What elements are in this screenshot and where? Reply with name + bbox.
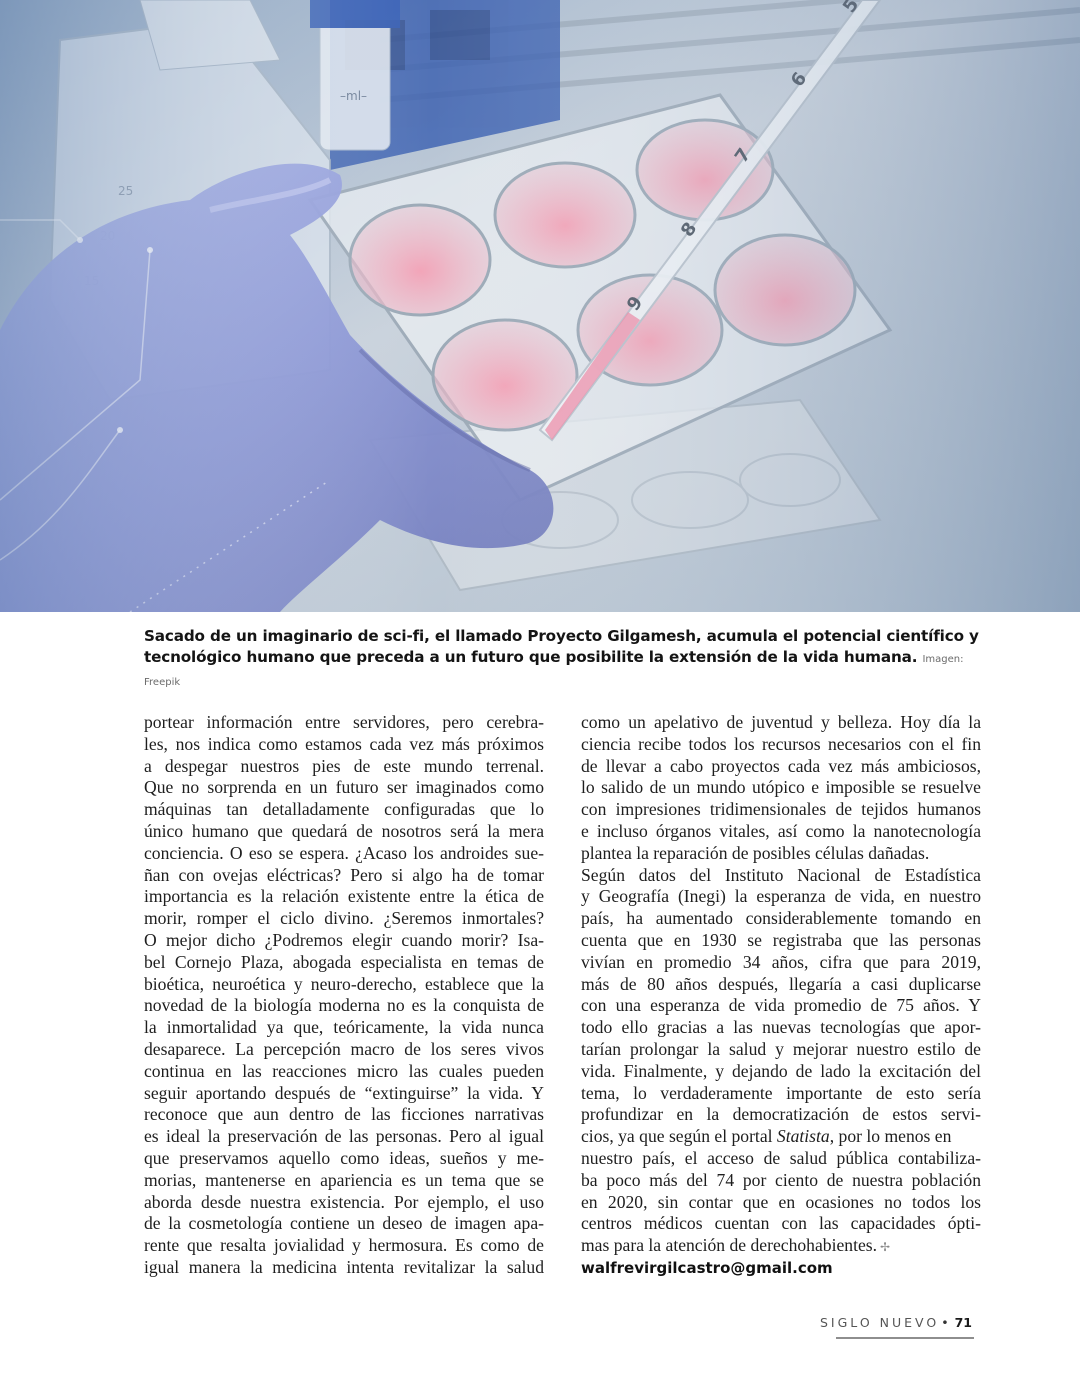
text-line: portear información entre servidores, pero cerebra- <box>144 712 544 732</box>
text-line: en 2020, sin contar que en ocasiones no todos los <box>581 1191 981 1212</box>
caption-text: Sacado de un imaginario de sci-fi, el llamado Proyecto Gilgamesh, acumula el potencial científico y tecnológico humano que preceda a un futuro que posibilite la extensión de la vida humana. <box>144 627 979 666</box>
author-email-line <box>581 1257 981 1279</box>
page-folio <box>820 1315 972 1333</box>
text-line: y Geografía (Inegi) la esperanza de vida, en nuestro <box>581 886 981 907</box>
text-line: ñan con ovejas eléctricas? Pero si algo ha de tomar <box>144 864 544 885</box>
text-line-final <box>581 1235 981 1257</box>
text-line: bioética, neuroética y neuro-derecho, establece que la <box>144 973 544 994</box>
text-line: aborda desde nuestra existencia. Por ejemplo, el uso <box>144 1191 544 1212</box>
text-line: vida. Finalmente, y dejando de lado la excitación del <box>581 1060 981 1081</box>
magazine-name: SIGLO NUEVO <box>820 1315 940 1330</box>
text-line: que preservamos aquello como ideas, sueños y me- <box>144 1147 544 1168</box>
text-line: desaparece. La percepción macro de los seres vivos <box>144 1038 544 1059</box>
text-line: Que no sorprenda en un futuro ser imaginados como <box>144 777 544 798</box>
text-line: todo ello gracias a las nuevas tecnologías que apor- <box>581 1017 981 1038</box>
text-line: nuestro país, el acceso de salud pública contabiliza- <box>581 1147 981 1168</box>
text-line: de llevar a cabo proyectos cada vez más ambiciosos, <box>581 755 981 776</box>
text-line: plantea la reparación de posibles células dañadas. <box>581 842 930 863</box>
author-email[interactable]: walfrevirgilcastro@gmail.com <box>581 1258 833 1277</box>
text-line: más de 80 años después, llegaría a casi duplicarse <box>581 973 981 994</box>
text-fragment: , por lo menos en <box>829 1126 952 1147</box>
text-line: O mejor dicho ¿Podremos elegir cuando morir? Isa- <box>144 929 544 950</box>
text-line: tarían prolongar la salud y mejorar nuestro estilo de <box>581 1038 981 1059</box>
text-line: la inmortalidad ya que, teóricamente, la vida nunca <box>144 1017 544 1038</box>
text-line: es ideal la preservación de las personas. Pero al igual <box>144 1126 544 1147</box>
folio-separator: • <box>941 1315 949 1330</box>
text-line: bel Cornejo Plaza, abogada especialista en temas de <box>144 951 544 972</box>
text-line: continua en las reacciones micro las cuales pueden <box>144 1060 544 1081</box>
hero-photo <box>0 0 1080 612</box>
article-column-left <box>144 712 544 1279</box>
photo-caption <box>144 626 984 693</box>
text-line: ba poco más del 74 por ciento de nuestra población <box>581 1169 981 1190</box>
text-line: igual manera la medicina intenta revitalizar la salud <box>144 1256 544 1277</box>
text-line: les, nos indica como estamos cada vez más próximos <box>144 733 544 754</box>
text-line: a despegar nuestros pies de este mundo terrenal. <box>144 755 544 776</box>
text-line: cuenta que en 1930 se registraba que las personas <box>581 929 981 950</box>
text-line: importancia es la relación existente entre la ética de <box>144 886 544 907</box>
text-line: país, ha aumentado considerablemente tomando en <box>581 908 981 929</box>
text-line: como un apelativo de juventud y belleza. Hoy día la <box>581 712 981 732</box>
article-column-right <box>581 712 981 1279</box>
statista-title: Statista <box>776 1126 830 1147</box>
text-line: morir, romper el ciclo divino. ¿Seremos inmortales? <box>144 908 544 929</box>
text-line: único humano que quedará de nosotros será la mera <box>144 820 544 841</box>
text-line: tema, lo verdaderamente importante de esto sería <box>581 1082 981 1103</box>
text-line: rente que resalta jovialidad y hermosura. Es como de <box>144 1235 544 1256</box>
text-line: de la cosmetología contiene un deseo de imagen apa- <box>144 1213 544 1234</box>
text-line: profundizar en la democratización de estos servi- <box>581 1104 981 1125</box>
text-line: morias, mantenerse en apariencia es un tema que se <box>144 1169 544 1190</box>
text-line-statista <box>581 1126 981 1148</box>
text-line: con una esperanza de vida promedio de 75 años. Y <box>581 995 981 1016</box>
text-line: e incluso órganos vitales, así como la nanotecnología <box>581 820 981 841</box>
image-credit: Imagen: Freepik <box>144 654 964 688</box>
end-mark-icon: ✢ <box>880 1240 891 1255</box>
page-number: 71 <box>954 1315 972 1330</box>
text-line: vivían en promedio 34 años, cifra que para 2019, <box>581 951 981 972</box>
text-fragment: mas para la atención de derechohabientes. <box>581 1235 878 1256</box>
text-line: reconoce que aun dentro de las ficciones narrativas <box>144 1104 544 1125</box>
text-line: lo salido de un mundo utópico e imposible se resuelve <box>581 777 981 798</box>
text-line: conciencia. O eso se espera. ¿Acaso los androides sue- <box>144 842 544 863</box>
text-fragment: cios, ya que según el portal <box>581 1126 777 1147</box>
text-line: máquinas tan detalladamente configuradas que lo <box>144 799 544 820</box>
text-line: seguir aportando después de “extinguirse” la vida. Y <box>144 1082 544 1103</box>
text-line: Según datos del Instituto Nacional de Estadística <box>581 864 981 885</box>
lab-photo-illustration <box>0 0 1080 612</box>
text-line: con impresiones tridimensionales de tejidos humanos <box>581 799 981 820</box>
text-line: centros médicos cuentan con las capacidades ópti- <box>581 1213 981 1234</box>
text-line: novedad de la biología moderna no es la conquista de <box>144 995 544 1016</box>
text-line: ciencia recibe todos los recursos necesarios con el fin <box>581 733 981 754</box>
folio-rule <box>836 1337 974 1339</box>
